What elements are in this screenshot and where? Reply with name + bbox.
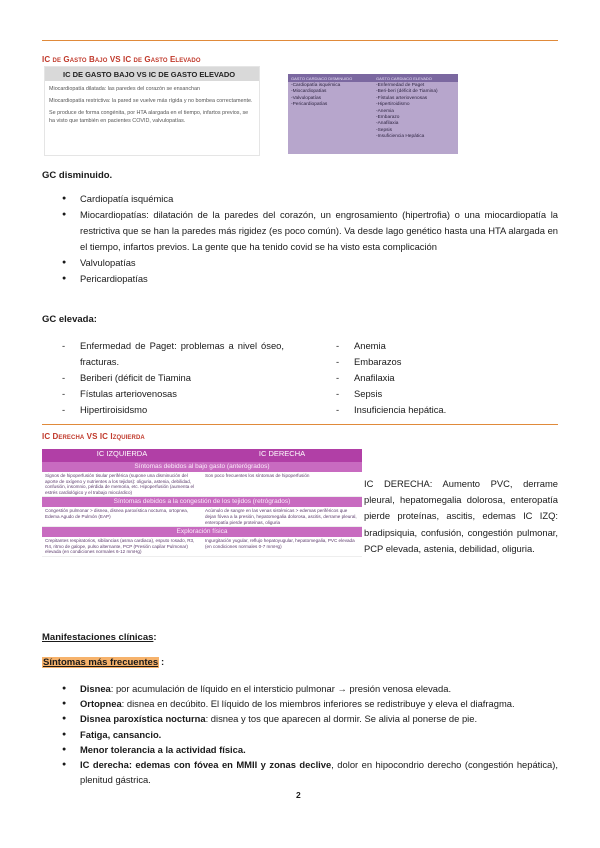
manifestaciones-heading-text: Manifestaciones clínicas <box>42 632 154 643</box>
section-title-derecha-izquierda: IC Derecha VS IC Izquierda <box>42 432 145 441</box>
table-cell: -Miocardiopatías <box>291 89 327 95</box>
list-item: - Fístulas arteriovenosas <box>62 386 284 402</box>
symptom-term: Ortopnea <box>80 698 122 710</box>
list-item <box>62 696 558 711</box>
table-cell: -Fístulas arteriovenosas <box>376 95 428 101</box>
sintomas-list <box>62 681 558 787</box>
symptom-text: : por acumulación de líquido en el intersticio pulmonar → presión venosa elevada. <box>110 683 452 694</box>
image-paragraph-2: Miocardiopatía restrictiva: la pared se vuelve más rígida y no bombea correctamente. <box>49 98 253 104</box>
embedded-image-gasto-text <box>44 66 260 156</box>
table-cell: Crepitantes respiratorios, sibilancias (asma cardiaca), esputo rosado, R3, R4, ritmo de galope, pulso alternante, PCP (Presión capilar Pulmonar) elevada (en condiciones normales 6-12 mmHg) <box>45 538 195 555</box>
table-band-congestion: Síntomas debidos a la congestión de los tejidos (retrógrados) <box>42 497 362 507</box>
table-cell: -Anemia <box>376 108 394 114</box>
table-cell: -Enfermedad de Paget <box>376 83 425 88</box>
gc-elevada-list-left <box>62 338 284 418</box>
list-item: - Sepsis <box>336 386 536 402</box>
list-item: ● Valvulopatías <box>62 255 558 271</box>
table-header-disminuido: GASTO CARDIACO DISMINUIDO <box>291 76 353 81</box>
table-cell: -Hipertiroidismo <box>376 102 410 108</box>
ic-summary-text: IC DERECHA: Aumento PVC, derrame pleural, hepatomegalia dolorosa, enteropatía pierde proteínas, ascitis, edemas IC IZQ: bradipsiquia, confusión, congestión pulmonar, PCP elevada, astenia, debilidad, oliguria. <box>364 478 558 554</box>
table-header-izquierda: IC IZQUIERDA <box>96 449 148 458</box>
list-item: ● Cardiopatía isquémica <box>62 191 558 207</box>
table-cell: -Insuficiencia Hepática <box>376 134 425 140</box>
image-paragraph-3: Se produce de forma congénita, por HTA alargada en el tiempo, infartos previos, se ha visto que también en pacientes COVID, valvulopatías. <box>49 110 249 124</box>
section-title-gasto: IC de Gasto Bajo VS IC de Gasto Elevado <box>42 55 201 64</box>
list-item: - Enfermedad de Paget: problemas a nivel óseo, fracturas. <box>62 338 284 370</box>
table-cell: -Sepsis <box>376 127 392 133</box>
table-header-elevado: GASTO CARDIACO ELEVADO <box>376 76 432 81</box>
table-cell: -Cardiopatía isquémica <box>291 83 341 88</box>
highlight-colon: : <box>161 657 165 668</box>
table-band-exploracion: Exploración física <box>42 527 362 537</box>
table-cell: Ingurgitación yugular, reflujo hepatoyugular, hepatomegalia, PVC elevada (en condiciones normales 0-7 mmHg) <box>205 538 355 549</box>
symptom-term: Disnea <box>80 683 111 694</box>
list-item: - Embarazos <box>336 354 536 370</box>
list-item: - Beriberi (déficit de Tiamina <box>62 370 284 386</box>
table-row <box>42 537 362 557</box>
embedded-image-gasto-table <box>288 74 458 154</box>
table-col-disminuido <box>288 82 373 142</box>
list-item <box>62 742 558 757</box>
sintomas-frecuentes-heading: Síntomas más frecuentes <box>43 657 159 668</box>
symptom-text: , dolor en hipocondrio derecho (congestión hepática), plenitud gástrica. <box>80 759 558 786</box>
list-item: - Insuficiencia hepática. <box>336 402 536 418</box>
table-col-elevado <box>373 82 458 142</box>
symptom-text: : disnea y tos que aparecen al dormir. Se alivia al ponerse de pie. <box>205 713 478 725</box>
embedded-image-ic-table <box>42 449 362 599</box>
table-cell: Acúmulo de sangre en las venas sistémicas > edemas periféricos que dejan fóvea a la presión, hepatomegalia dolorosa, ascitis, derrame pleural, enteropatía pierde proteínas, oliguria <box>205 508 357 525</box>
symptom-term: Disnea paroxística nocturna <box>80 713 206 725</box>
table-row <box>42 507 362 527</box>
list-item: - Anafilaxia <box>336 370 536 386</box>
list-item: - Hipertiroisidsmo <box>62 402 284 418</box>
list-item: ● Pericardiopatías <box>62 271 558 287</box>
page-number: 2 <box>296 790 301 800</box>
list-item <box>62 711 558 726</box>
list-item <box>62 757 558 787</box>
table-cell: Signos de hipoperfusión tisular periférica (supone una disminución del aporte de oxígeno y nutrientes a los tejidos): oliguria, astenia, debilidad, confusión, insomnio, pérdida de memoria, etc. Hipoperfusión (aumenta el estrés cardiológico y el trabajo miocárdico) <box>45 473 195 495</box>
gc-elevada-list-right <box>336 338 536 418</box>
list-item: ● Miocardiopatías: dilatación de la paredes del corazón, un engrosamiento (hipertrofia) o una miocardiopatía la restrictiva que se han la paredes más rigidez (es poco común). Va desde lago genético hasta una HTA alargada en el tiempo, infartos previos. La gente que ha tenido covid se ha visto esta complicación <box>62 207 558 255</box>
table-cell: -Valvulopatías <box>291 95 322 101</box>
symptom-term: IC derecha: edemas con fóvea en MMII y zonas declive <box>80 759 332 771</box>
table-cell: -Embarazo <box>376 115 400 121</box>
list-item <box>62 681 558 696</box>
table-cell: -Beri-beri (déficit de Tiamina) <box>376 89 438 95</box>
table-row <box>42 472 362 497</box>
image-header: IC DE GASTO BAJO VS IC DE GASTO ELEVADO <box>45 67 259 81</box>
manifestaciones-heading-colon: : <box>153 632 157 643</box>
table-cell: Congestión pulmonar > disnea, disnea paroxística nocturna, ortopnea, Edema Agudo de Pulmón (EAP) <box>45 508 189 519</box>
manifestaciones-heading <box>42 632 157 643</box>
image-paragraph-1: Miocardiopatía dilatada: las paredes del corazón se ensanchan <box>49 86 201 92</box>
list-item <box>62 727 558 742</box>
top-rule <box>42 40 558 41</box>
table-band-bajo-gasto: Síntomas debidos al bajo gasto (anterógrados) <box>42 462 362 472</box>
gc-elevada-heading: GC elevada: <box>42 314 97 325</box>
section-rule <box>42 424 558 425</box>
symptom-term: Fatiga, cansancio. <box>80 728 162 740</box>
gc-disminuido-heading: GC disminuido. <box>42 170 113 181</box>
symptom-term: Menor tolerancia a la actividad física. <box>80 743 246 755</box>
table-cell: -Anafilaxia <box>376 121 399 127</box>
table-cell: -Pericardiopatías <box>291 102 328 108</box>
table-cell: Son poco frecuentes los síntomas de hipoperfusión <box>205 473 310 478</box>
table-header-derecha: IC DERECHA <box>258 449 306 458</box>
gc-disminuido-list <box>62 191 558 287</box>
list-item: - Anemia <box>336 338 536 354</box>
symptom-text: : disnea en decúbito. El líquido de los miembros inferiores se redistribuye y eleva el diafragma. <box>121 698 515 710</box>
